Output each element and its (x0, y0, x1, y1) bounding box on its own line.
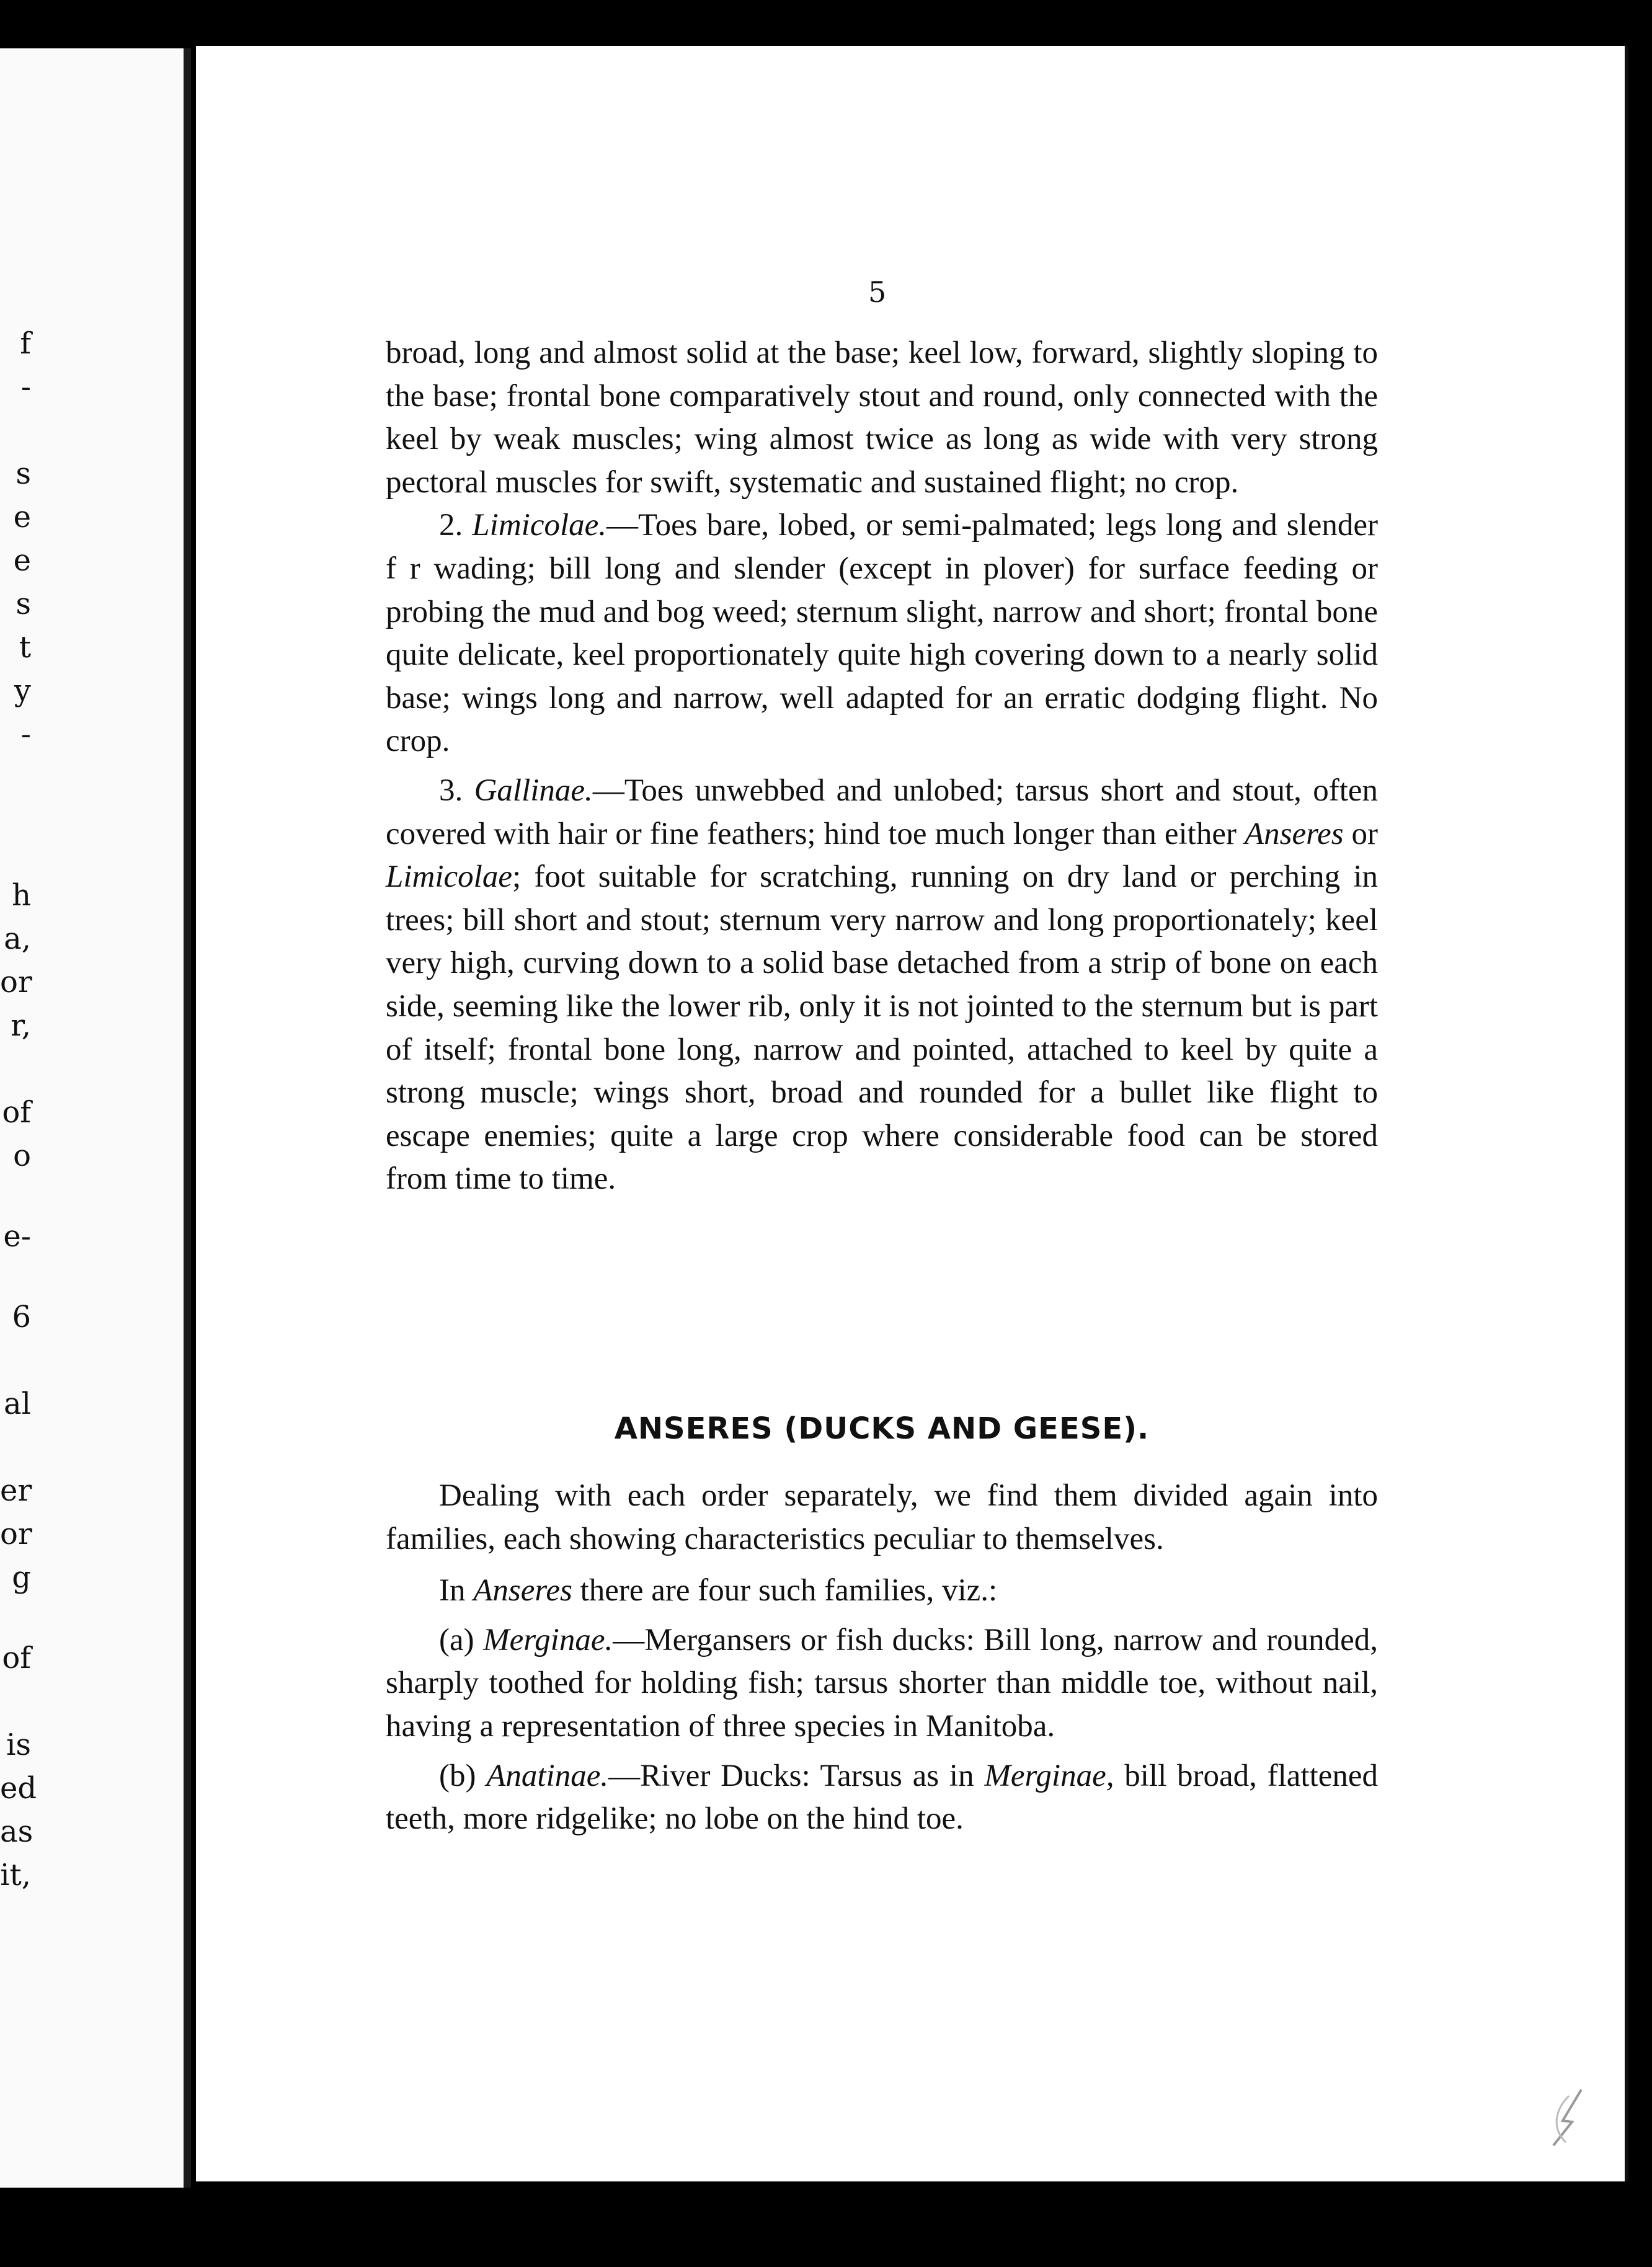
paragraph-families (386, 1569, 1378, 1613)
merginae-text: —Mergansers or fish ducks: Bill long, narrow and rounded, sharply toothed for holding fish; tarsus shorter than middle toe, without nail, having a representation of three species in Manitoba. (386, 1622, 1379, 1744)
limicolae-text: —Toes bare, lobed, or semi-palmated; legs long and slender f r wading; bill long and slender (except in plover) for surface feeding or probing the mud and bog weed; sternum slight, narrow and short; frontal bone quite delicate, keel proportionately quite high covering down to a nearly solid base; wings long and narrow, well adapted for an erratic dodging flight. No crop. (386, 508, 1378, 759)
paragraph-number: 3. (439, 773, 463, 808)
term-limicolae: Limicolae (386, 859, 512, 895)
gallinae-text: —Toes unwebbed and unlobed; tarsus short and stout, often covered with hair or fine feathers; hind toe much longer than either (386, 773, 1379, 851)
fragment-text: of (2, 1095, 31, 1130)
section-heading: ANSERES (DUCKS AND GEESE). (614, 1411, 1150, 1446)
gallinae-text: ; foot suitable for scratching, running on dry land or perching in trees; bill short and stout; sternum very narrow and long proportionately; keel very high, curving down to a solid base detached from a strip of bone on each side, seeming like the lower rib, only it is not jointed to the sternum but is part of itself; frontal bone long, narrow and pointed, attached to keel by quite a strong muscle; wings short, broad and rounded for a bullet like flight to escape enemies; quite a large crop where considerable food can be stored from time to time. (386, 859, 1378, 1197)
pencil-mark-icon (1538, 2083, 1594, 2152)
fragment-text: 6 (12, 1300, 31, 1334)
item-label: (b) (439, 1758, 476, 1793)
fragment-text: al (4, 1386, 31, 1421)
item-label: (a) (439, 1622, 474, 1657)
fragment-text: er (0, 1473, 32, 1508)
anatinae-text: —River Ducks: Tarsus as in (608, 1758, 974, 1793)
term-anatinae: Anatinae. (486, 1758, 609, 1793)
fragment-text: f (20, 326, 31, 361)
families-text: there are four such families, viz.: (580, 1573, 998, 1608)
paragraph-limicolae (386, 504, 1378, 763)
upper-body (386, 332, 1378, 1201)
fragment-text: h (12, 878, 31, 913)
fragment-text: s (16, 456, 31, 491)
term-limicolae: Limicolae. (472, 508, 607, 543)
term-gallinae: Gallinae. (474, 773, 593, 808)
fragment-text: ed (0, 1771, 37, 1806)
term-merginae: Merginae, (984, 1758, 1114, 1793)
paragraph-anatinae (386, 1755, 1378, 1841)
paragraph-merginae (386, 1619, 1378, 1749)
fragment-text: it, (0, 1858, 31, 1892)
fragment-text: - (20, 370, 31, 404)
paragraph-number: 2. (439, 508, 463, 543)
fragment-text: as (0, 1814, 33, 1849)
fragment-text: s (16, 587, 31, 621)
fragment-text: e (13, 500, 31, 535)
paragraph-intro: broad, long and almost solid at the base; keel low, forward, slightly sloping to the base; frontal bone comparatively stout and round, only connected with the keel by weak muscles; wing almost twice as long as wide with very strong pectoral muscles for swift, systematic and sustained flight; no crop. (386, 335, 1378, 500)
term-merginae: Merginae. (483, 1622, 613, 1657)
paragraph-dealing: Dealing with each order separately, we find them divided again into families, each showing characteristics peculiar to themselves. (386, 1478, 1378, 1556)
term-anseres: Anseres (1244, 816, 1344, 851)
fragment-text: or (0, 965, 32, 1000)
fragment-text: - (20, 717, 31, 752)
fragment-text: o (13, 1138, 31, 1173)
paragraph-gallinae (386, 770, 1378, 1201)
fragment-text: a, (4, 921, 31, 956)
page-gutter (184, 48, 191, 2188)
term-anseres: Anseres (473, 1573, 572, 1608)
families-text: In (439, 1573, 466, 1608)
fragment-text: e- (3, 1219, 31, 1254)
page-number: 5 (868, 275, 887, 309)
gallinae-text: or (1351, 816, 1379, 851)
fragment-text: y (14, 673, 31, 708)
fragment-text: g (12, 1560, 31, 1595)
fragment-text: is (6, 1728, 31, 1762)
fragment-text: t (19, 630, 31, 665)
anatinae-text: bill broad, flattened teeth, more ridgelike; no lobe on the hind toe. (386, 1758, 1379, 1837)
fragment-text: of (2, 1641, 31, 1675)
adjacent-page (0, 48, 186, 2188)
lower-body (386, 1475, 1378, 1841)
fragment-text: r, (11, 1008, 31, 1043)
fragment-text: or (0, 1517, 32, 1551)
fragment-text: e (13, 543, 31, 578)
